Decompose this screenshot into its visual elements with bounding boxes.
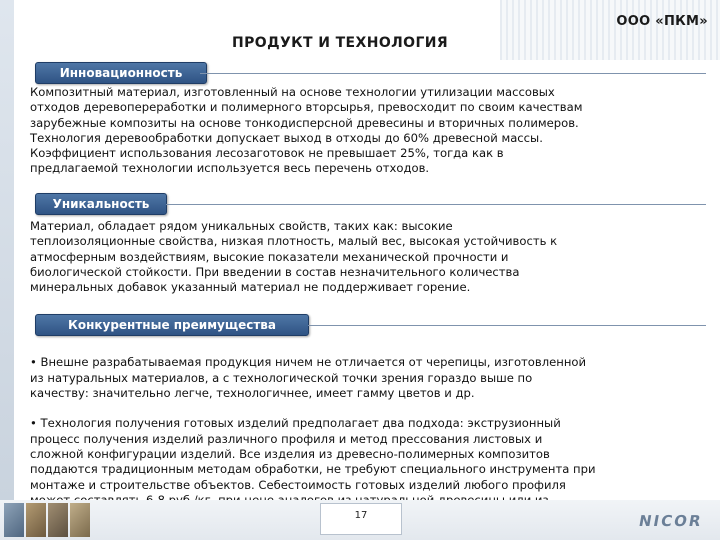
section-label-innovation: Инновационность [35, 62, 207, 84]
footer-photo-thumbnail [48, 503, 68, 537]
advantage-paragraph: • Внешне разрабатываемая продукция ничем не отличается от черепицы, изготовленной из натуральных материалов, а с технологической точки зрения гораздо выше по качеству: значительно легче, технологичнее, имеет гамму цветов и др. [30, 355, 587, 400]
company-name: ООО «ПКМ» [616, 14, 708, 29]
left-decor-bar [0, 0, 14, 500]
section-label-advantages: Конкурентные преимущества [35, 314, 309, 336]
nicor-logo: NICOR [636, 512, 704, 530]
footer-photo-thumbnail [70, 503, 90, 537]
footer-photo-thumbnail [26, 503, 46, 537]
section-divider [200, 73, 706, 74]
section-divider [166, 204, 706, 205]
header-decor-stripe [500, 0, 720, 60]
section-label-uniqueness: Уникальность [35, 193, 167, 215]
footer-photo-thumbnail [4, 503, 24, 537]
page-title: ПРОДУКТ И ТЕХНОЛОГИЯ [232, 35, 449, 51]
page-number: 17 [320, 503, 402, 535]
section-divider [308, 325, 706, 326]
section-text-uniqueness: Материал, обладает рядом уникальных свойств, таких как: высокие теплоизоляционные свойства, низкая плотность, малый вес, высокая устойчивость к атмосферным воздействиям, высокие показатели механической прочности и биологической стойкости. При введении в состав незначительного количества минеральных добавок указанный материал не поддерживает горение. [30, 219, 558, 295]
section-text-innovation: Композитный материал, изготовленный на основе технологии утилизации массовых отходов деревопереработки и полимерного вторсырья, превосходит по своим качествам зарубежные композиты на основе тонкодисперсной древесины и вторичных полимеров. Технология деревообработки допускает выход в отходы до 60% древесной массы. Коэффициент использования лесозаготовок не превышает 25%, тогда как в предлагаемой технологии используется весь перечень отходов. [30, 85, 583, 176]
advantage-paragraph: • Технология получения готовых изделий предполагает два подхода: экструзионный процесс получения изделий различного профиля и метод прессования листовых и сложной конфигурации изделий. Все изделия из древесно-полимерных композитов поддаются традиционным методам обработки, не требуют специального инструмента при монтаже и строительстве объектов. Себестоимость готовых изделий любого профиля [30, 416, 596, 492]
